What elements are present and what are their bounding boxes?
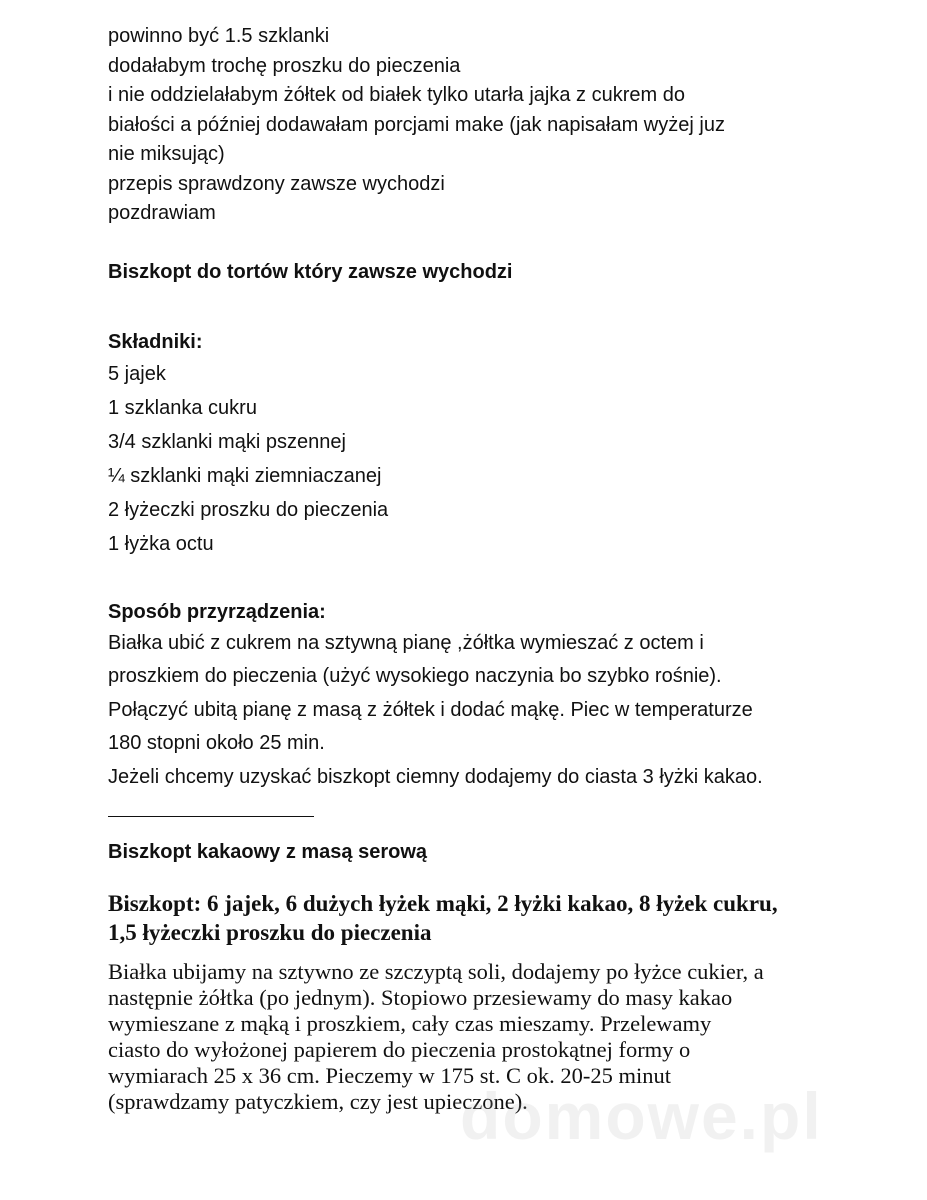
intro-line: powinno być 1.5 szklanki bbox=[108, 25, 330, 47]
method-line: 180 stopni około 25 min. bbox=[108, 732, 325, 754]
intro-line: dodałabym trochę proszku do pieczenia bbox=[108, 54, 461, 77]
subheading-line: 1,5 łyżeczki proszku do pieczenia bbox=[108, 920, 432, 945]
intro-line: pozdrawiam bbox=[108, 202, 216, 224]
body-line: wymiarach 25 x 36 cm. Pieczemy w 175 st. C ok. 20-25 minut bbox=[108, 1063, 672, 1088]
method-line: Białka ubić z cukrem na sztywną pianę ,żółtka wymieszać z octem i bbox=[108, 631, 704, 654]
recipe2-body bbox=[108, 959, 908, 1115]
intro-line: białości a później dodawałam porcjami make (jak napisałam wyżej juz bbox=[108, 113, 725, 136]
body-line: Białka ubijamy na sztywno ze szczyptą soli, dodajemy po łyżce cukier, a bbox=[108, 959, 764, 984]
ingredient-item: 1 szklanka cukru bbox=[108, 396, 257, 419]
ingredient-item: 5 jajek bbox=[108, 362, 166, 385]
method-heading: Sposób przyrządzenia: bbox=[108, 600, 326, 623]
section-divider bbox=[108, 816, 314, 817]
method-line: proszkiem do pieczenia (użyć wysokiego naczynia bo szybko rośnie). bbox=[108, 665, 722, 687]
intro-line: przepis sprawdzony zawsze wychodzi bbox=[108, 172, 445, 195]
body-line: ciasto do wyłożonej papierem do pieczenia prostokątnej formy o bbox=[108, 1037, 691, 1062]
ingredient-item: ¼ szklanki mąki ziemniaczanej bbox=[108, 464, 382, 487]
intro-text bbox=[108, 22, 908, 229]
body-line: wymieszane z mąką i proszkiem, cały czas mieszamy. Przelewamy bbox=[108, 1011, 712, 1036]
body-line: następnie żółtka (po jednym). Stopiowo przesiewamy do masy kakao bbox=[108, 985, 733, 1010]
intro-line: i nie oddzielałabym żółtek od białek tylko utarła jajka z cukrem do bbox=[108, 84, 685, 106]
intro-line: nie miksując) bbox=[108, 143, 225, 165]
ingredient-item: 2 łyżeczki proszku do pieczenia bbox=[108, 498, 389, 521]
ingredient-item: 1 łyżka octu bbox=[108, 532, 214, 555]
recipe2-subheading bbox=[108, 889, 908, 947]
ingredient-item: 3/4 szklanki mąki pszennej bbox=[108, 430, 346, 453]
method-text bbox=[108, 627, 908, 795]
recipe2-title: Biszkopt kakaowy z masą serową bbox=[108, 841, 428, 863]
ingredients-list bbox=[108, 357, 908, 561]
ingredients-heading: Składniki: bbox=[108, 330, 203, 353]
body-line: (sprawdzamy patyczkiem, czy jest upieczone). bbox=[108, 1089, 528, 1114]
document-page bbox=[108, 22, 908, 1115]
recipe1-title: Biszkopt do tortów który zawsze wychodzi bbox=[108, 260, 513, 283]
method-line: Jeżeli chcemy uzyskać biszkopt ciemny dodajemy do ciasta 3 łyżki kakao. bbox=[108, 765, 763, 788]
watermark: domowe.pl bbox=[460, 1079, 823, 1153]
subheading-line: Biszkopt: 6 jajek, 6 dużych łyżek mąki, 2 łyżki kakao, 8 łyżek cukru, bbox=[108, 891, 778, 916]
method-line: Połączyć ubitą pianę z masą z żółtek i dodać mąkę. Piec w temperaturze bbox=[108, 698, 753, 721]
